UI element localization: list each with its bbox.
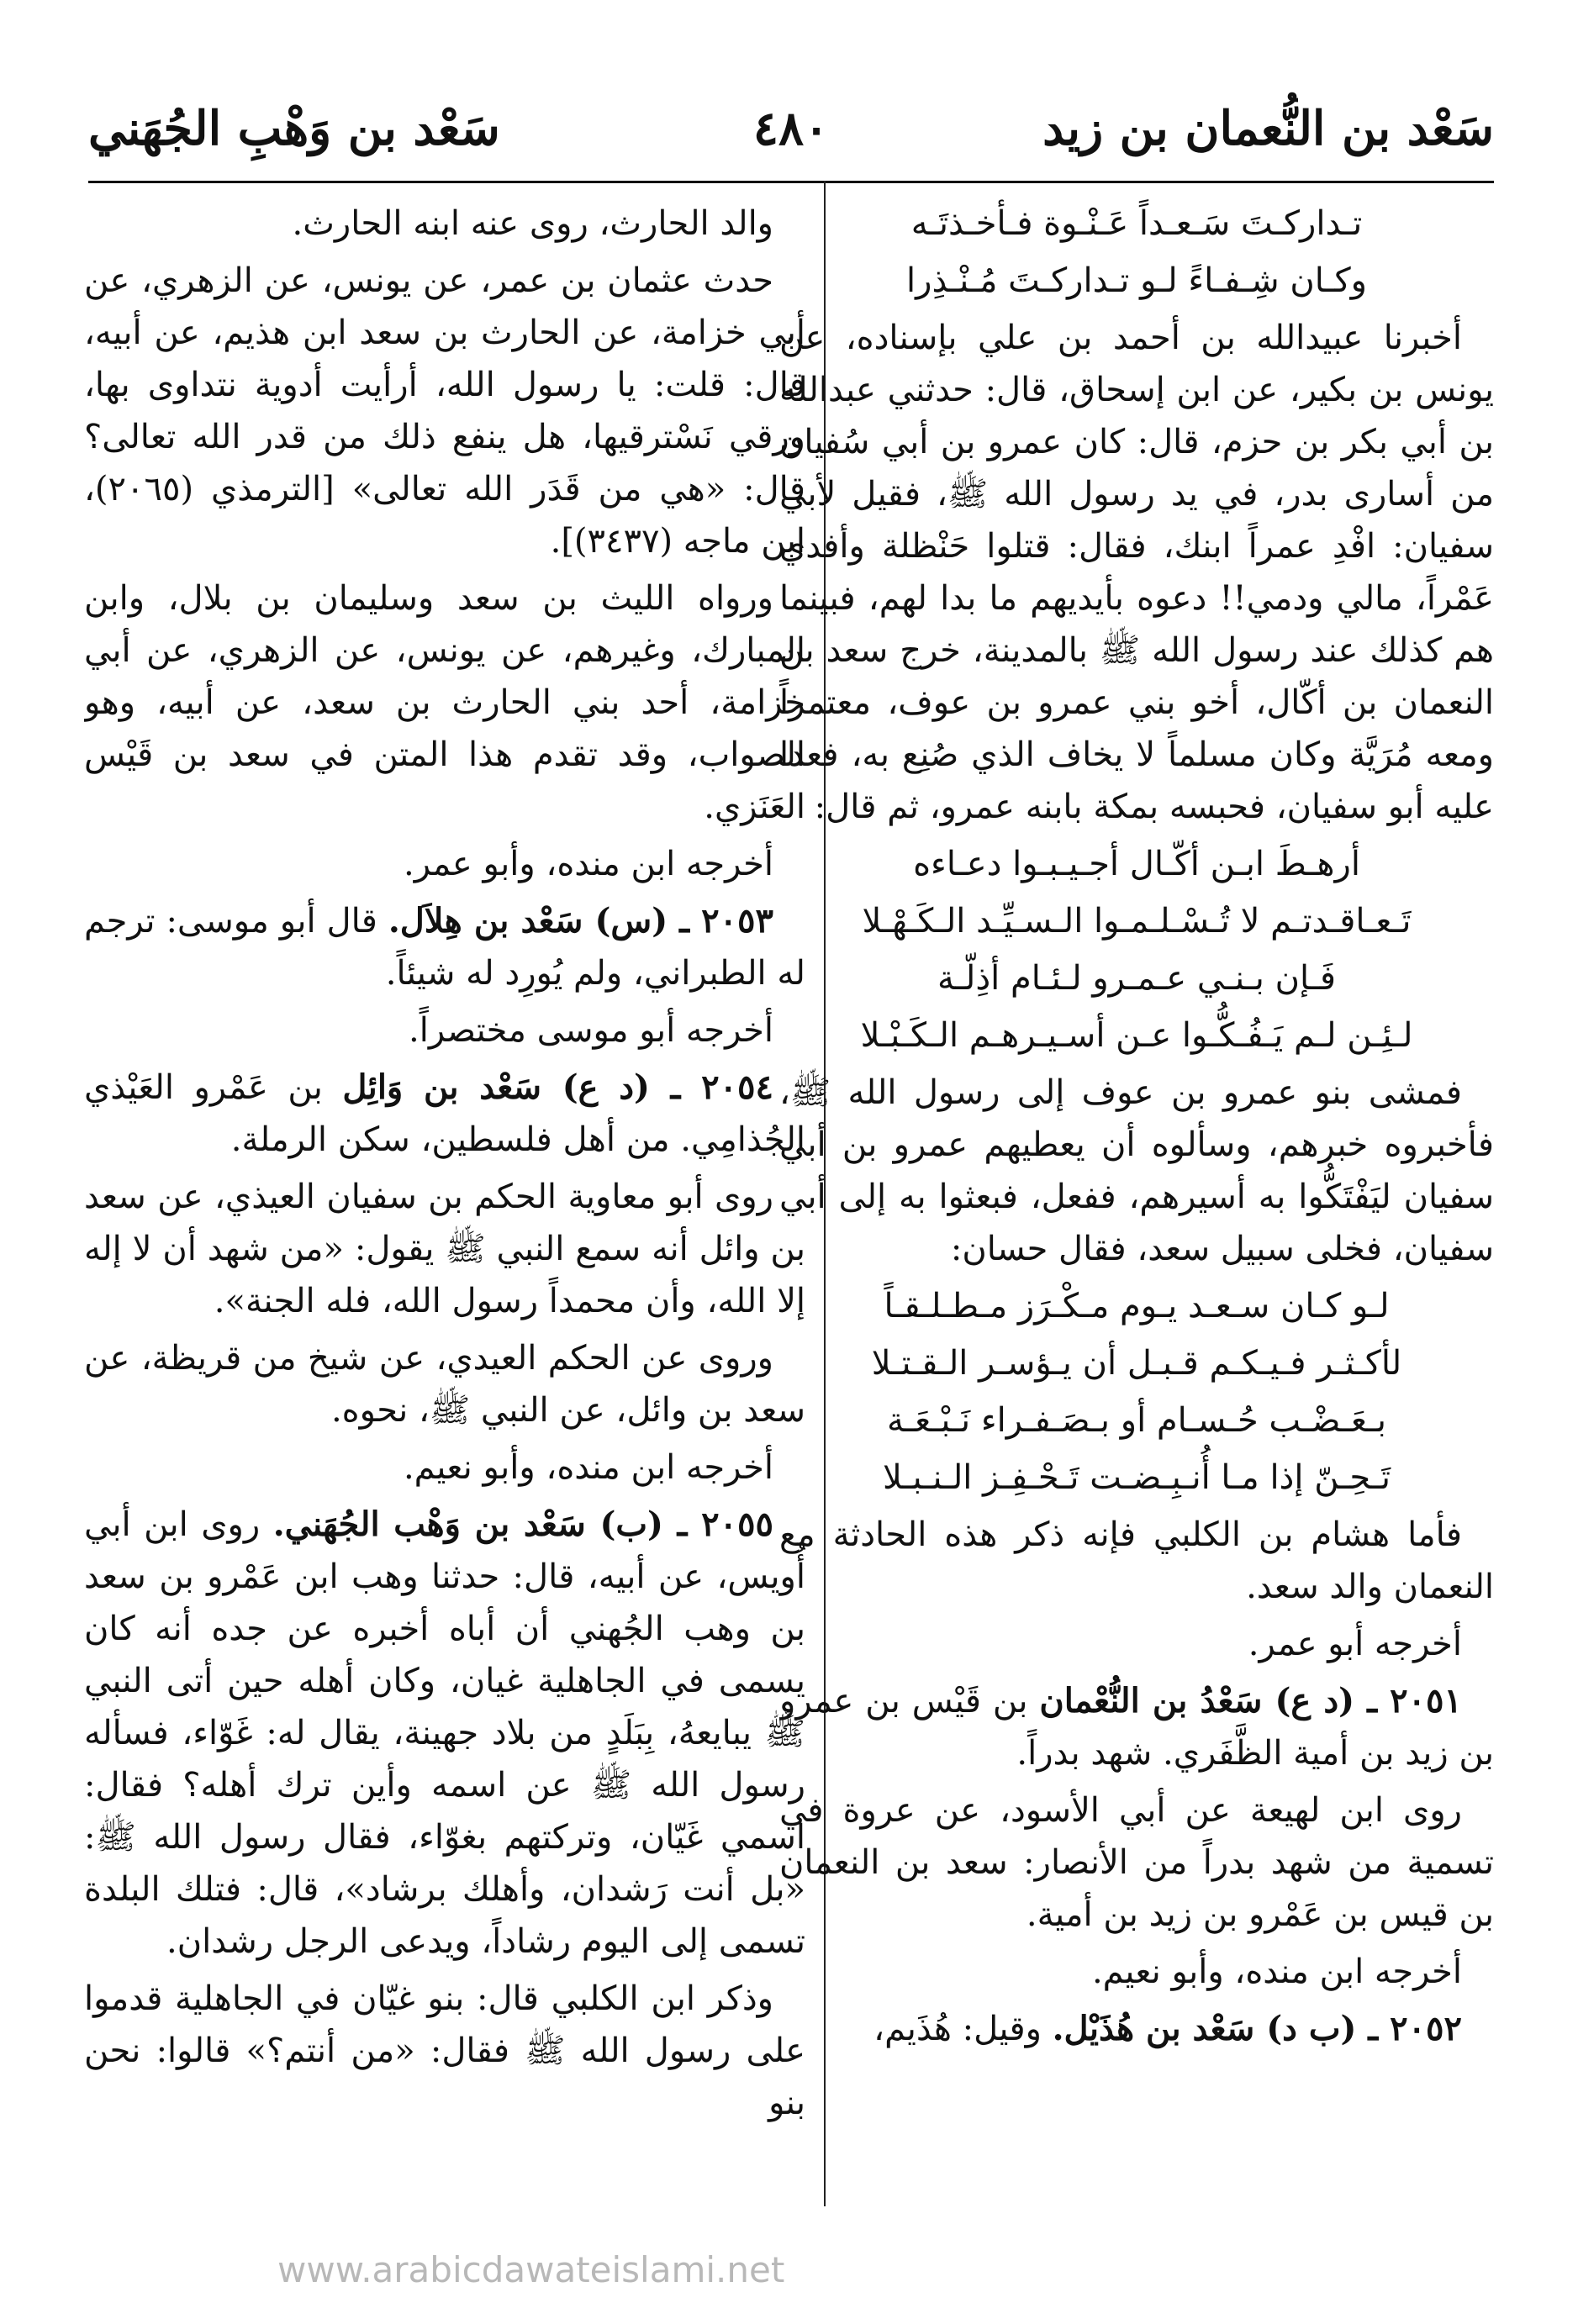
page-number: ٤٨٠ [752, 101, 830, 156]
text-column-right [779, 198, 1494, 2223]
paragraph: أخرجه ابن منده، وأبو نعيم. [1091, 1952, 1462, 1991]
paragraph: حدث عثمان بن عمر، عن يونس، عن الزهري، عن أبي خزامة، عن الحارث بن سعد ابن هذيم، عن أبيه، قال: قلت: يا رسول الله، أرأيت أدوية نتداوى بها، ورقي نَسْترقيها، هل ينفع ذلك من قدر الله تعالى؟ قال: «هي من قَدَر الله تعالى» [الترمذي (٢٠٦٥)، ابن ماجه (٣٤٣٧)]. [84, 261, 805, 561]
paragraph: أخرجه أبو عمر. [1248, 1625, 1462, 1663]
poem-verse: بـعَـضْـب حُـسـام أو بـصَـفـراء نَـبْـعَـة [887, 1401, 1386, 1440]
paragraph: أخبرنا عبيدالله بن أحمد بن علي بإسناده، عن يونس بن بكير، عن ابن إسحاق، قال: حدثني عبدالله بن أبي بكر بن حزم، قال: كان عمرو بن أبي سُفيان من أسارى بدر، في يد رسول الله ﷺ، فقيل لأبي سفيان: افْدِ عمراً ابنك، فقال: قتلوا حَنْظلة وأفدي عَمْراً، مالي ودمي!! دعوه بأيديهم ما بدا لهم، فبينما هم كذلك عند رسول الله ﷺ بالمدينة، خرج سعد بن النعمان بن أكّال، أخو بني عمرو بن عوف، معتمراً ومعه مُرَيَّة وكان مسلماً لا يخاف الذي صُنِع به، فعدا عليه أبو سفيان، فحبسه بمكة بابنه عمرو، ثم قال: [779, 319, 1494, 826]
poem-verse: لأكـثـر فـيـكـم قـبـل أن يـؤسـر الـقـتـلا [871, 1344, 1402, 1383]
paragraph: أخرجه أبو موسى مختصراً. [409, 1011, 773, 1050]
biography-entry [779, 1675, 1494, 1779]
entry-text: قال أبو موسى: ترجم له الطبراني، ولم يُورِد له شيئاً. [84, 902, 805, 993]
poem-verse: فَـإن بـنـي عـمـرو لـئـام أذِلّـة [937, 959, 1336, 998]
paragraph: وروى عن الحكم العيدي، عن شيخ من قريظة، عن سعد بن وائل، عن النبي ﷺ، نحوه. [84, 1339, 805, 1430]
entry-heading: ٢٠٥٢ ـ (ب د) سَعْد بن هُذَيْل. [1052, 2009, 1462, 2048]
poem-verse: لـو كـان سـعـد يـوم مـكْـرَز مـطـلـقـاً [884, 1287, 1390, 1325]
entry-heading: ٢٠٥٥ ـ (ب) سَعْد بن وَهْب الجُهَني. [272, 1505, 773, 1544]
poem-verse: تَـعـاقـدتـم لا تُـسْـلـمـوا الـسـيِّـد الـكَـهْـلا [862, 902, 1412, 941]
paragraph: ورواه الليث بن سعد وسليمان بن بلال، وابن المبارك، وغيرهم، عن يونس، عن الزهري، عن أبي خزامة، أحد بني الحارث بن سعد، عن أبيه، وهو الصواب، وقد تقدم هذا المتن في سعد بن قَيْس العَنَزي. [84, 579, 805, 826]
page-header [88, 92, 1494, 183]
paragraph: روى ابن لهيعة عن أبي الأسود، عن عروة في تسمية من شهد بدراً من الأنصار: سعد بن النعمان بن قيس بن عَمْرو بن زيد بن أمية. [779, 1791, 1494, 1934]
poem-verse: تـداركـتَ سَـعـداً عَـنْـوة فـأخـذتَـه [910, 204, 1363, 243]
paragraph: أخرجه ابن منده، وأبو عمر. [404, 845, 773, 883]
entry-text: بن عَمْرو العَيْذي الجُذامِي. من أهل فلسطين، سكن الرملة. [84, 1068, 805, 1159]
poem-verse: أرهـطَ ابـن أكّـال أجـيـبـوا دعـاءه [913, 845, 1360, 883]
paragraph: فأما هشام بن الكلبي فإنه ذكر هذه الحادثة مع النعمان والد سعد. [779, 1515, 1494, 1606]
biography-entry [84, 1062, 805, 1166]
poem-verse: وكـان شِـفـاءً لـو تـداركـتَ مُـنْـذِرا [906, 261, 1367, 300]
text-column-left [84, 198, 805, 2223]
paragraph: روى أبو معاوية الحكم بن سفيان العيذي، عن سعد بن وائل أنه سمع النبي ﷺ يقول: «من شهد أن لا إله إلا الله، وأن محمداً رسول الله، فله الجنة». [84, 1178, 805, 1320]
biography-entry [84, 895, 805, 999]
entry-text: وقيل: هُذَيم، [873, 2010, 1053, 2048]
entry-heading: ٢٠٥١ ـ (د ع) سَعْدُ بن النُّعْمان [1039, 1681, 1462, 1721]
watermark: www.arabicdawateislami.net [277, 2249, 785, 2290]
entry-text: بن قَيْس بن عمرو بن زيد بن أمية الظَّفَري. شهد بدراً. [779, 1682, 1494, 1773]
running-title-left: سَعْد بن وَهْبِ الجُهَني [88, 101, 500, 156]
paragraph: أخرجه ابن منده، وأبو نعيم. [403, 1448, 773, 1487]
biography-entry [779, 2003, 1494, 2055]
entry-heading: ٢٠٥٤ ـ (د ع) سَعْد بن وَائِل [342, 1067, 773, 1107]
poem-verse: لـئِـن لـم يَـفُـكُّـوا عـن أسـيـرهـم الـكَـبْـلا [860, 1016, 1413, 1055]
running-title-right: سَعْد بن النُّعمان بن زيد [1042, 101, 1494, 156]
entry-heading: ٢٠٥٣ ـ (س) سَعْد بن هِلاَل. [388, 901, 773, 941]
paragraph: والد الحارث، روى عنه ابنه الحارث. [292, 204, 773, 243]
paragraph: وذكر ابن الكلبي قال: بنو غيّان في الجاهلية قدموا على رسول الله ﷺ فقال: «من أنتم؟» قالوا: نحن بنو [84, 1979, 805, 2122]
entry-text: روى ابن أبي أُويس، عن أبيه، قال: حدثنا وهب ابن عَمْرو بن سعد بن وهب الجُهني أن أباه أخبره عن جده أنه كان يسمى في الجاهلية غيان، وكان أهله حين أتى النبي ﷺ يبايعهُ، بِبَلَدٍ من بلاد جهينة، يقال له: غَوّاء، فسأله رسول الله ﷺ عن اسمه وأين ترك أهله؟ فقال: اسمي غَيّان، وتركتهم بغوّاء، فقال رسول الله ﷺ: «بل أنت رَشدان، وأهلك برشاد»، قال: فتلك البلدة تسمى إلى اليوم رشاداً، ويدعى الرجل رشدان. [84, 1505, 805, 1961]
poem-verse: تَـحِـنّ إذا مـا أُنـبِـضـت تَـحْـفِـز الـنـبـلا [882, 1458, 1391, 1497]
paragraph: فمشى بنو عمرو بن عوف إلى رسول الله ﷺ، فأخبروه خبرهم، وسألوه أن يعطيهم عمرو بن أبي سفيان ليَفْتَكُّوا به أسيرهم، ففعل، فبعثوا به إلى أبي سفيان، فخلى سبيل سعد، فقال حسان: [779, 1073, 1494, 1268]
biography-entry [84, 1499, 805, 1968]
